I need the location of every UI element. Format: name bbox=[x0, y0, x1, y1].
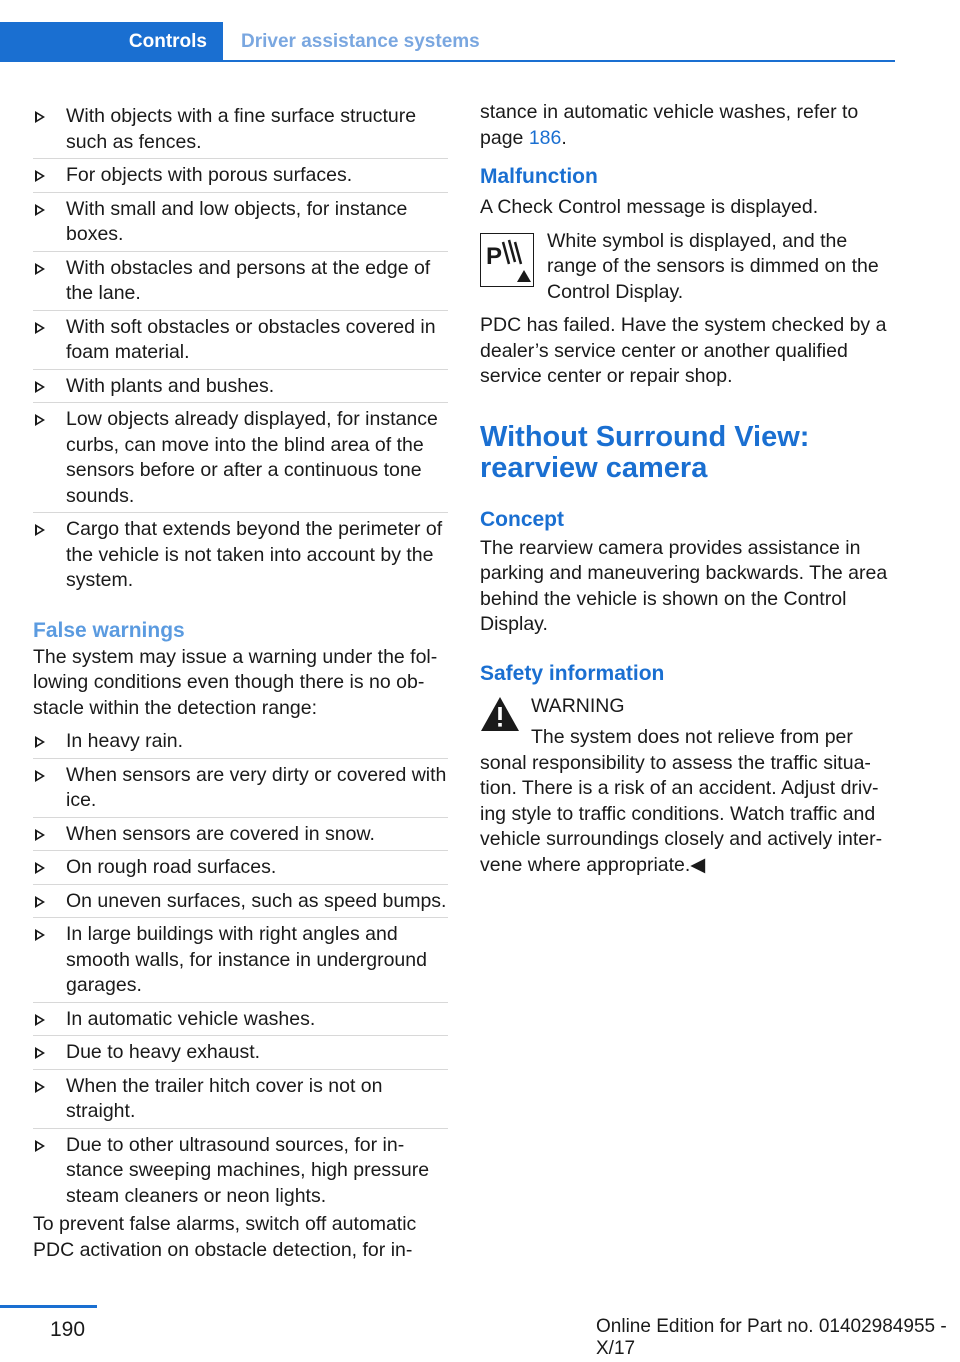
bullet-triangle-icon bbox=[35, 896, 45, 908]
bullet-triangle-icon bbox=[35, 736, 45, 748]
bullet-triangle-icon bbox=[35, 111, 45, 123]
malfunction-heading: Malfunction bbox=[480, 165, 598, 188]
list-item: With soft obstacles or obstacles covered in foam material. bbox=[33, 311, 448, 370]
bullet-triangle-icon bbox=[35, 414, 45, 426]
section-tab-controls[interactable] bbox=[0, 22, 223, 62]
right-column bbox=[480, 100, 895, 878]
bullet-triangle-icon bbox=[35, 929, 45, 941]
list-item: Due to other ultrasound sources, for instance sweeping machines, high pressure steam cleaners or neon lights. bbox=[33, 1129, 448, 1213]
list-item: Due to heavy exhaust. bbox=[33, 1036, 448, 1070]
false-warnings-intro: The system may issue a warning under the following conditions even though there is no obstacle within the detection range: bbox=[33, 645, 438, 719]
bullet-triangle-icon bbox=[35, 524, 45, 536]
list-item: When the trailer hitch cover is not on straight. bbox=[33, 1070, 448, 1129]
svg-text:P: P bbox=[486, 242, 503, 270]
safety-heading: Safety information bbox=[480, 661, 665, 685]
warning-text: sonal responsibility to assess the traffic situation. There is a risk of an accident. Adjust driving style to traffic conditions. Watch traffic and vehicle surroundings closely and actively intervene where appropriate.◀ bbox=[480, 751, 883, 876]
false-warnings-heading: False warnings bbox=[33, 618, 185, 642]
list-item: On uneven surfaces, such as speed bumps. bbox=[33, 885, 448, 919]
page-number: 190 bbox=[50, 1318, 86, 1341]
page-reference-link[interactable]: 186 bbox=[528, 126, 562, 149]
bullet-triangle-icon bbox=[35, 1014, 45, 1026]
subsection-tab-driver-assistance[interactable] bbox=[223, 22, 480, 62]
warning-label: WARNING bbox=[531, 694, 625, 717]
warning-first-line: The system does not relieve from per bbox=[531, 726, 853, 748]
bullet-triangle-icon bbox=[35, 322, 45, 334]
list-item: When sensors are covered in snow. bbox=[33, 818, 448, 852]
left-column bbox=[33, 100, 448, 1263]
pdc-malfunction-icon bbox=[480, 233, 534, 287]
bullet-triangle-icon bbox=[35, 1081, 45, 1093]
edition-info: Online Edition for Part no. 01402984955 - X/17 bbox=[596, 1316, 947, 1359]
bullet-triangle-icon bbox=[35, 170, 45, 182]
bullet-triangle-icon bbox=[35, 829, 45, 841]
subsection-label: Driver assistance systems bbox=[241, 31, 480, 52]
list-item: Cargo that extends beyond the perimeter of the vehicle is not taken into account by the system. bbox=[33, 513, 448, 597]
list-item: Low objects already displayed, for instance curbs, can move into the blind area of the sensors before or after a continuous tone sounds. bbox=[33, 403, 448, 513]
list-item: On rough road surfaces. bbox=[33, 851, 448, 885]
list-item: For objects with porous surfaces. bbox=[33, 159, 448, 193]
list-item: With obstacles and persons at the edge of the lane. bbox=[33, 252, 448, 311]
warning-block bbox=[480, 694, 895, 879]
list-item: With small and low objects, for instance boxes. bbox=[33, 193, 448, 252]
header-rule bbox=[0, 60, 895, 62]
continuation-paragraph: stance in automatic vehicle washes, refer to page 186. bbox=[480, 101, 859, 149]
bullet-triangle-icon bbox=[35, 862, 45, 874]
section-heading: Without Surround View: rearview camera bbox=[480, 420, 810, 484]
warning-triangle-icon bbox=[480, 696, 520, 732]
page-header bbox=[0, 0, 895, 62]
bullet-triangle-icon bbox=[35, 1140, 45, 1152]
pdc-icon-row bbox=[480, 229, 895, 306]
list-item: When sensors are very dirty or covered with ice. bbox=[33, 759, 448, 818]
bullet-triangle-icon bbox=[35, 263, 45, 275]
footer-rule bbox=[0, 1305, 97, 1308]
malfunction-text: A Check Control message is displayed. bbox=[480, 196, 819, 218]
limitations-list bbox=[33, 100, 448, 597]
bullet-triangle-icon bbox=[35, 1047, 45, 1059]
concept-text: The rearview camera provides assistance in parking and maneuvering backwards. The area behind the vehicle is shown on the Control Display. bbox=[480, 536, 888, 635]
list-item: With plants and bushes. bbox=[33, 370, 448, 404]
list-item: In automatic vehicle washes. bbox=[33, 1003, 448, 1037]
bullet-triangle-icon bbox=[35, 770, 45, 782]
list-item: In large buildings with right angles and smooth walls, for instance in underground garages. bbox=[33, 918, 448, 1003]
concept-heading: Concept bbox=[480, 507, 564, 531]
bullet-triangle-icon bbox=[35, 381, 45, 393]
false-warnings-list bbox=[33, 725, 448, 1212]
section-label: Controls bbox=[128, 31, 207, 52]
list-item: In heavy rain. bbox=[33, 725, 448, 759]
closing-paragraph: To prevent false alarms, switch off automatic PDC activation on obstacle detection, for in- bbox=[33, 1213, 417, 1261]
list-item: With objects with a fine surface structure such as fences. bbox=[33, 100, 448, 159]
pdc-failed-text: PDC has failed. Have the system checked by a dealer’s service center or another qualified service center or repair shop. bbox=[480, 314, 887, 387]
pdc-icon-description: White symbol is displayed, and the range of the sensors is dimmed on the Control Display. bbox=[547, 229, 879, 303]
bullet-triangle-icon bbox=[35, 204, 45, 216]
